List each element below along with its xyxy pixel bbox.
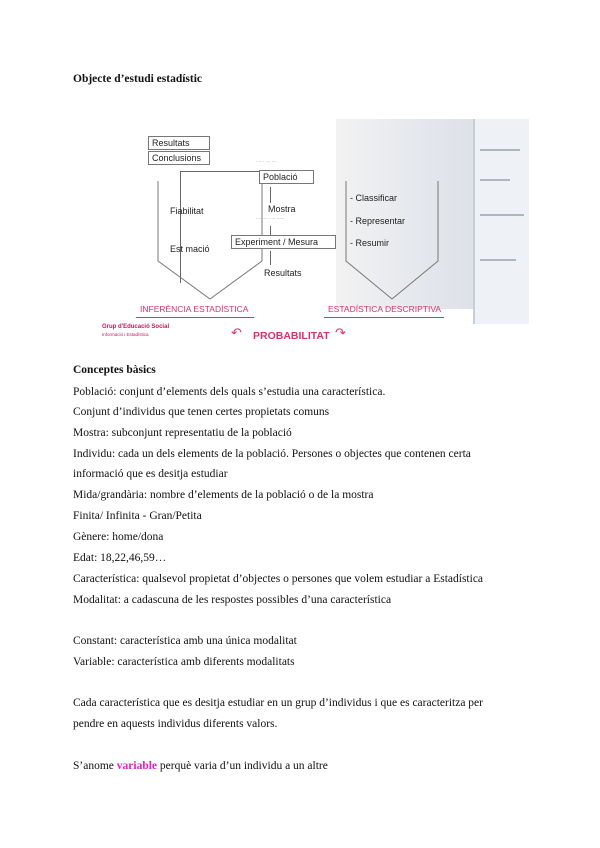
page-title: Objecte d’estudi estadístic: [73, 73, 203, 85]
constant-definition: Constant: característica amb una única modalitat: [73, 635, 297, 647]
final-prefix: S’anome: [73, 760, 117, 772]
concept-line: Mostra: subconjunt representatiu de la població: [73, 427, 292, 439]
concept-line: Característica: qualsevol propietat d’objectes o persones que volem estudiar a Estadística: [73, 573, 484, 585]
box-poblacio: Població: [259, 170, 314, 184]
concepts-heading: Conceptes bàsics: [73, 364, 156, 376]
box-resultats: Resultats: [148, 136, 210, 150]
concept-line: Conjunt d’individus que tenen certes propietats comuns: [73, 406, 330, 418]
list-representar: - Representar: [350, 216, 406, 226]
highlight-variable: variable: [116, 760, 158, 772]
curl-arrow-right-icon: ↷: [335, 326, 346, 341]
group-name: Grup d'Educació Social: [102, 324, 170, 330]
paragraph-line: Cada característica que es desitja estudiar en un grup d’individus i que es caracteritza per: [73, 697, 483, 709]
label-fiabilitat: Fiabilitat: [170, 206, 204, 216]
box-conclusions: Conclusions: [148, 151, 210, 165]
final-suffix: perquè varia d’un individu a un altre: [157, 760, 328, 772]
diagram-small-note: ···· ···· ····· ······: [256, 216, 285, 221]
concept-line: Mida/grandària: nombre d’elements de la població o de la mostra: [73, 489, 374, 501]
box-experiment: Experiment / Mesura: [231, 235, 336, 249]
label-mostra: Mostra: [268, 204, 296, 214]
monitor-detail: [480, 259, 516, 261]
connector-line: [270, 251, 271, 265]
paragraph-line: pendre en aquests individus diferents valors.: [73, 718, 278, 730]
monitor-detail: [480, 179, 510, 181]
label-estimacio: Est maciό: [170, 244, 210, 254]
curl-arrow-left-icon: ↶: [231, 326, 242, 341]
label-probabilitat: PROBABILITAT: [253, 330, 330, 342]
label-inferencia: INFERÈNCIA ESTADÍSTICA: [140, 304, 249, 314]
variable-definition: Variable: característica amb diferents modalitats: [73, 656, 295, 668]
inferencia-underline: [136, 317, 254, 318]
label-resultats: Resultats: [264, 268, 302, 278]
concept-line: informació que es desitja estudiar: [73, 468, 228, 480]
connector-line: [270, 187, 271, 203]
monitor-detail: [480, 149, 520, 151]
concept-line: Població: conjunt d’elements dels quals s’estudia una característica.: [73, 386, 386, 398]
label-descriptiva: ESTADÍSTICA DESCRIPTIVA: [328, 304, 442, 314]
group-subtitle: Informació i Estadística: [102, 332, 149, 337]
connector-line: [180, 171, 260, 172]
monitor-detail: [480, 214, 524, 216]
concept-line: Gènere: home/dona: [73, 531, 164, 543]
concept-line: Modalitat: a cadascuna de les respostes possibles d’una característica: [73, 594, 392, 606]
statistics-diagram: [88, 119, 529, 344]
diagram-small-note: ······ ···· ····: [256, 159, 277, 164]
concept-line: Finita/ Infinita - Gran/Petita: [73, 510, 202, 522]
descriptiva-underline: [324, 317, 444, 318]
final-sentence: [73, 760, 328, 772]
list-classificar: - Classificar: [350, 193, 398, 203]
concept-line: Edat: 18,22,46,59…: [73, 552, 167, 564]
list-resumir: - Resumir: [350, 238, 390, 248]
concept-line: Individu: cada un dels elements de la població. Persones o objectes que contenen certa: [73, 448, 471, 460]
